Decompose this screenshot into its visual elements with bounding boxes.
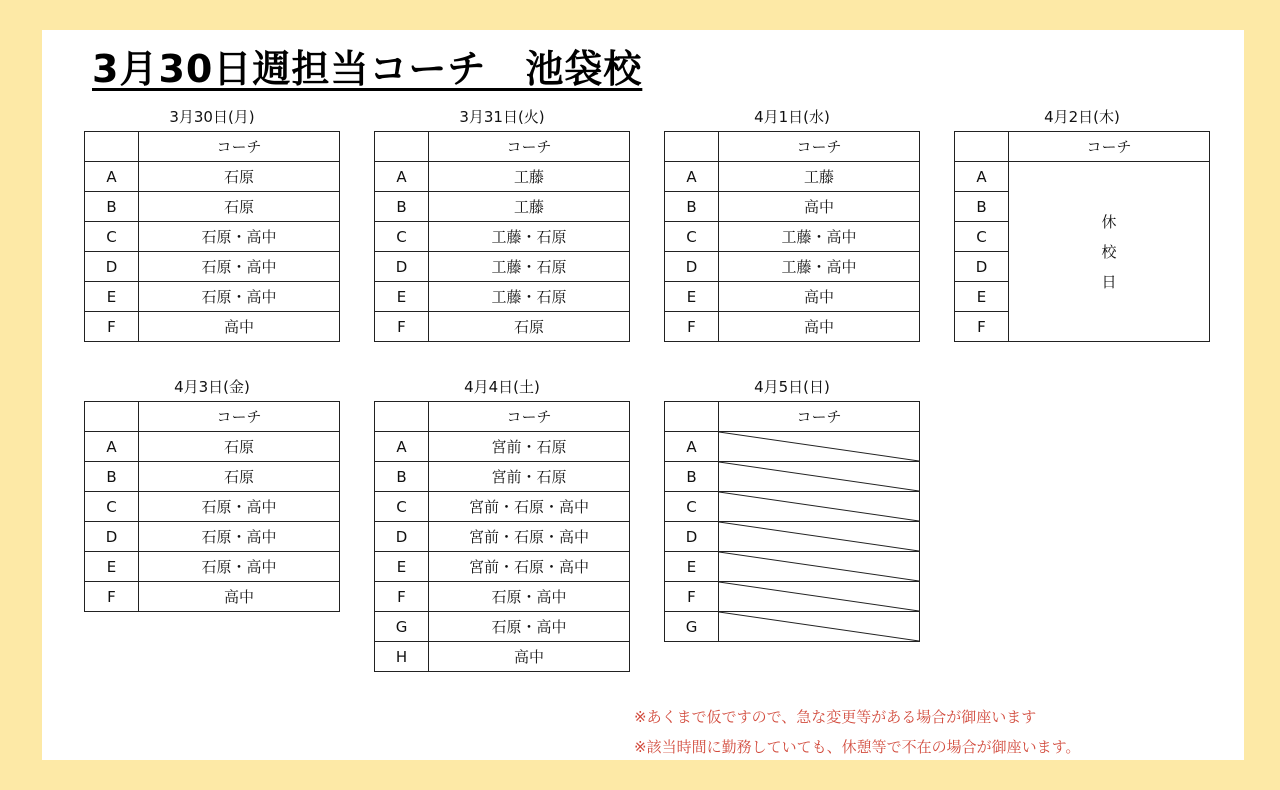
day-label: 4月1日(水) <box>754 108 830 126</box>
slot-cell: A <box>85 432 139 462</box>
table-header-row <box>85 132 340 162</box>
coach-cell: 工藤・石原 <box>429 252 630 282</box>
diagonal-slash <box>719 522 919 551</box>
table-row <box>665 462 920 492</box>
slot-cell: D <box>85 522 139 552</box>
coach-cell: 工藤 <box>429 192 630 222</box>
coach-cell: 石原 <box>139 192 340 222</box>
day-label: 4月3日(金) <box>174 378 250 396</box>
note-absence: ※該当時間に勤務していても、休憩等で不在の場合が御座います。 <box>634 738 1081 756</box>
header-slot-cell <box>85 402 139 432</box>
table-row <box>665 492 920 522</box>
coach-cell: 工藤 <box>719 162 920 192</box>
table-row <box>375 492 630 522</box>
slot-cell: B <box>665 462 719 492</box>
slot-cell: E <box>85 282 139 312</box>
day-label: 3月30日(月) <box>169 108 255 126</box>
slot-cell: A <box>375 162 429 192</box>
coach-cell: 工藤・石原 <box>429 282 630 312</box>
slot-cell: A <box>375 432 429 462</box>
table-row <box>85 222 340 252</box>
header-slot-cell <box>375 402 429 432</box>
slot-cell: D <box>665 522 719 552</box>
table-row <box>665 612 920 642</box>
table-row <box>375 552 630 582</box>
slot-cell: D <box>665 252 719 282</box>
table-row <box>375 582 630 612</box>
table-row <box>375 522 630 552</box>
header-coach-cell: コーチ <box>1009 132 1210 162</box>
coach-cell: 石原・高中 <box>139 282 340 312</box>
page-title: 3月30日週担当コーチ 池袋校 <box>92 47 643 91</box>
coach-cell: 宮前・石原・高中 <box>429 492 630 522</box>
table-row <box>85 162 340 192</box>
coach-cell: 宮前・石原・高中 <box>429 552 630 582</box>
closed-day-char: 休 <box>1101 212 1117 231</box>
slot-cell: G <box>375 612 429 642</box>
slot-cell: A <box>955 162 1009 192</box>
table-row <box>85 312 340 342</box>
slot-cell: C <box>85 222 139 252</box>
table-header-row <box>665 132 920 162</box>
coach-cell: 宮前・石原 <box>429 462 630 492</box>
empty-slashed-cell <box>719 432 920 462</box>
empty-slashed-cell <box>719 522 920 552</box>
empty-slashed-cell <box>719 552 920 582</box>
table-row <box>85 552 340 582</box>
coach-cell: 石原・高中 <box>139 252 340 282</box>
slot-cell: D <box>85 252 139 282</box>
table-row <box>85 432 340 462</box>
coach-cell: 石原・高中 <box>139 552 340 582</box>
table-row <box>665 552 920 582</box>
coach-cell: 宮前・石原 <box>429 432 630 462</box>
table-row <box>665 162 920 192</box>
coach-cell: 石原 <box>139 162 340 192</box>
coach-cell: 石原 <box>139 462 340 492</box>
table-row <box>85 582 340 612</box>
coach-cell: 工藤・石原 <box>429 222 630 252</box>
slot-cell: B <box>85 462 139 492</box>
header-coach-cell: コーチ <box>429 132 630 162</box>
table-row <box>665 252 920 282</box>
slot-cell: F <box>375 582 429 612</box>
table-row <box>665 522 920 552</box>
table-row <box>375 162 630 192</box>
table-row <box>665 432 920 462</box>
coach-cell: 高中 <box>719 312 920 342</box>
table-row <box>375 432 630 462</box>
schedule-sheet <box>42 30 1244 760</box>
slot-cell: E <box>955 282 1009 312</box>
coach-cell: 石原 <box>429 312 630 342</box>
coach-cell: 工藤 <box>429 162 630 192</box>
empty-slashed-cell <box>719 612 920 642</box>
table-row <box>85 522 340 552</box>
header-slot-cell <box>665 132 719 162</box>
schedule-table <box>374 131 630 342</box>
slot-cell: F <box>665 582 719 612</box>
slot-cell: B <box>375 192 429 222</box>
table-row <box>665 312 920 342</box>
diagonal-slash <box>719 552 919 581</box>
slot-cell: B <box>85 192 139 222</box>
table-row <box>375 192 630 222</box>
coach-cell: 工藤・高中 <box>719 252 920 282</box>
slot-cell: A <box>665 432 719 462</box>
slot-cell: B <box>665 192 719 222</box>
slot-cell: F <box>375 312 429 342</box>
table-header-row <box>375 402 630 432</box>
closed-day-char: 校 <box>1101 242 1117 261</box>
header-coach-cell: コーチ <box>719 132 920 162</box>
header-coach-cell: コーチ <box>139 402 340 432</box>
slot-cell: F <box>85 582 139 612</box>
schedule-table <box>954 131 1210 342</box>
slot-cell: D <box>375 252 429 282</box>
slot-cell: F <box>85 312 139 342</box>
diagonal-slash <box>719 492 919 521</box>
slot-cell: H <box>375 642 429 672</box>
schedule-table <box>84 401 340 612</box>
slot-cell: C <box>955 222 1009 252</box>
slot-cell: E <box>375 552 429 582</box>
slot-cell: E <box>665 282 719 312</box>
coach-cell: 高中 <box>719 192 920 222</box>
slot-cell: C <box>375 492 429 522</box>
slot-cell: C <box>85 492 139 522</box>
table-row <box>955 162 1210 192</box>
diagonal-slash <box>719 612 919 641</box>
table-row <box>375 222 630 252</box>
table-row <box>85 192 340 222</box>
slot-cell: F <box>955 312 1009 342</box>
header-coach-cell: コーチ <box>429 402 630 432</box>
table-header-row <box>85 402 340 432</box>
note-tentative: ※あくまで仮ですので、急な変更等がある場合が御座います <box>634 708 1037 726</box>
coach-cell: 高中 <box>139 312 340 342</box>
slot-cell: C <box>665 492 719 522</box>
day-label: 3月31日(火) <box>459 108 545 126</box>
table-row <box>375 252 630 282</box>
table-row <box>665 282 920 312</box>
slot-cell: D <box>955 252 1009 282</box>
slot-cell: E <box>85 552 139 582</box>
coach-cell: 高中 <box>429 642 630 672</box>
diagonal-slash <box>719 582 919 611</box>
closed-day-char: 日 <box>1101 272 1117 291</box>
table-row <box>85 282 340 312</box>
table-row <box>665 192 920 222</box>
header-slot-cell <box>85 132 139 162</box>
slot-cell: C <box>375 222 429 252</box>
coach-cell: 工藤・高中 <box>719 222 920 252</box>
day-label: 4月5日(日) <box>754 378 830 396</box>
day-label: 4月4日(土) <box>464 378 540 396</box>
table-header-row <box>955 132 1210 162</box>
slot-cell: D <box>375 522 429 552</box>
header-slot-cell <box>375 132 429 162</box>
table-row <box>375 642 630 672</box>
closed-day-cell <box>1009 162 1210 342</box>
slot-cell: F <box>665 312 719 342</box>
header-coach-cell: コーチ <box>719 402 920 432</box>
coach-cell: 高中 <box>719 282 920 312</box>
diagonal-slash <box>719 432 919 461</box>
coach-cell: 石原・高中 <box>429 582 630 612</box>
table-row <box>665 582 920 612</box>
table-row <box>375 282 630 312</box>
table-row <box>85 252 340 282</box>
slot-cell: A <box>665 162 719 192</box>
slot-cell: B <box>375 462 429 492</box>
schedule-table <box>664 131 920 342</box>
coach-cell: 石原・高中 <box>139 492 340 522</box>
table-row <box>85 492 340 522</box>
empty-slashed-cell <box>719 492 920 522</box>
coach-cell: 宮前・石原・高中 <box>429 522 630 552</box>
slot-cell: A <box>85 162 139 192</box>
table-row <box>375 462 630 492</box>
coach-cell: 石原・高中 <box>139 522 340 552</box>
table-row <box>85 462 340 492</box>
table-header-row <box>665 402 920 432</box>
header-slot-cell <box>955 132 1009 162</box>
schedule-table <box>664 401 920 642</box>
header-coach-cell: コーチ <box>139 132 340 162</box>
day-label: 4月2日(木) <box>1044 108 1120 126</box>
slot-cell: E <box>375 282 429 312</box>
slot-cell: E <box>665 552 719 582</box>
coach-cell: 石原 <box>139 432 340 462</box>
coach-cell: 石原・高中 <box>429 612 630 642</box>
empty-slashed-cell <box>719 582 920 612</box>
table-row <box>665 222 920 252</box>
diagonal-slash <box>719 462 919 491</box>
schedule-table <box>84 131 340 342</box>
empty-slashed-cell <box>719 462 920 492</box>
slot-cell: C <box>665 222 719 252</box>
slot-cell: B <box>955 192 1009 222</box>
table-row <box>375 612 630 642</box>
header-slot-cell <box>665 402 719 432</box>
table-header-row <box>375 132 630 162</box>
schedule-table <box>374 401 630 672</box>
table-row <box>375 312 630 342</box>
coach-cell: 石原・高中 <box>139 222 340 252</box>
coach-cell: 高中 <box>139 582 340 612</box>
slot-cell: G <box>665 612 719 642</box>
